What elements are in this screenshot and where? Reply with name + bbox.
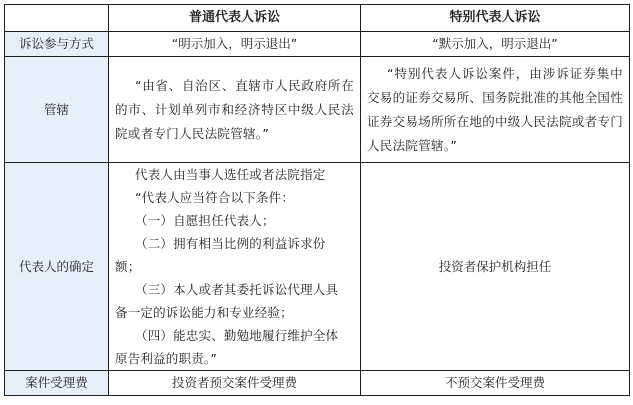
row-filing-fee [5, 371, 630, 396]
row-label-fee: 案件受理费 [5, 371, 109, 396]
cell-jurisdiction-ordinary [109, 57, 361, 163]
row-label-method: 诉讼参与方式 [5, 32, 109, 57]
cell-jurisdiction-special [361, 57, 630, 163]
jurisdiction-ordinary-text: “由省、自治区、直辖市人民政府所在的市、计划单列市和经济特区中级人民法院或者专门人民法院管辖。” [115, 77, 354, 141]
header-special: 特别代表人诉讼 [361, 5, 630, 32]
representative-line: （四）能忠实、勤勉地履行维护全体原告利益的职责。” [115, 328, 339, 366]
cell-fee-special: 不预交案件受理费 [361, 371, 630, 396]
representative-conditions-list [115, 163, 354, 370]
jurisdiction-special-text: “特别代表人诉讼案件，由涉诉证券集中交易的证券交易所、国务院批准的其他全国性证券交易场所所在地的中级人民法院或者专门人民法院管辖。” [367, 65, 624, 153]
header-ordinary: 普通代表人诉讼 [109, 5, 361, 32]
representative-line: （三）本人或者其委托诉讼代理人具备一定的诉讼能力和专业经验； [115, 282, 339, 320]
cell-method-ordinary: “明示加入，明示退出” [109, 32, 361, 57]
row-jurisdiction [5, 57, 630, 163]
row-label-jurisdiction: 管辖 [5, 57, 109, 163]
representative-line: 代表人由当事人选任或者法院指定 [135, 167, 326, 182]
cell-method-special: “默示加入，明示退出” [361, 32, 630, 57]
row-participation-method [5, 32, 630, 57]
cell-representative-ordinary [109, 163, 361, 371]
comparison-table [4, 4, 630, 396]
cell-representative-special: 投资者保护机构担任 [361, 163, 630, 371]
representative-line: “代表人应当符合以下条件： [135, 190, 295, 205]
header-row [5, 5, 630, 32]
header-empty-cell [5, 5, 109, 32]
representative-line: （一）自愿担任代表人； [135, 213, 275, 228]
cell-fee-ordinary: 投资者预交案件受理费 [109, 371, 361, 396]
row-label-representative: 代表人的确定 [5, 163, 109, 371]
representative-line: （二）拥有相当比例的利益诉求份额； [115, 236, 326, 274]
row-representative [5, 163, 630, 371]
